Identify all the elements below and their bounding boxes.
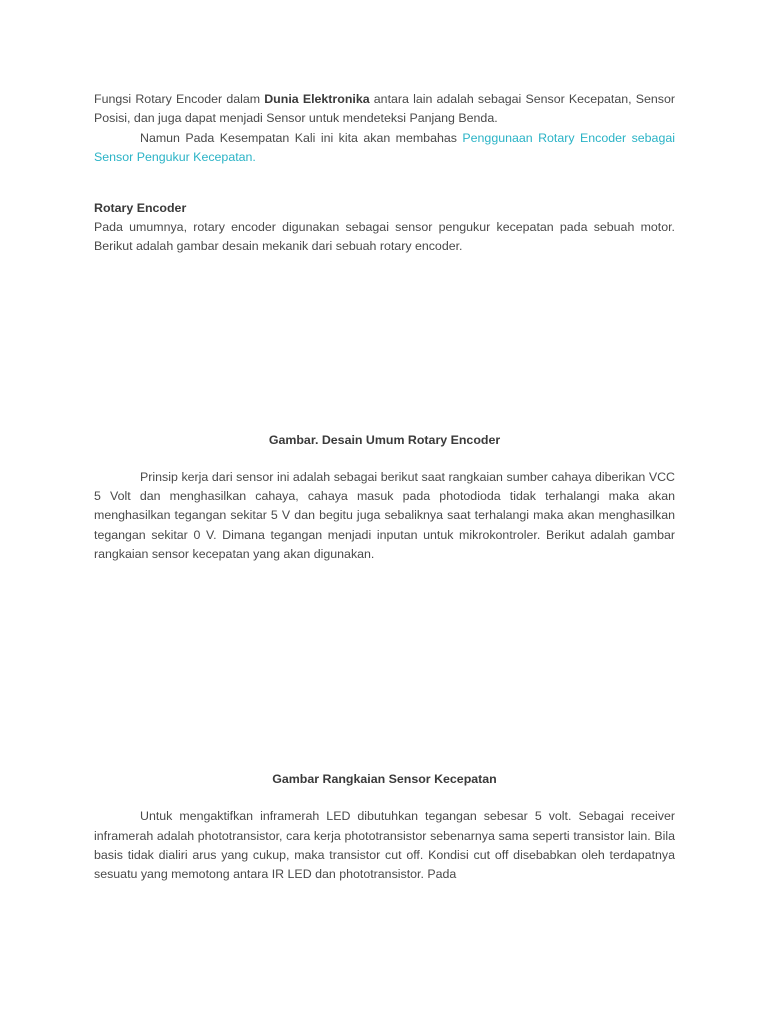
figure2-placeholder — [94, 564, 675, 770]
intro-text-end: antara lain adalah sebagai Sensor Kecepatan, Sensor Posisi, dan juga dapat menjadi Sensor untuk mendeteksi Panjang Benda. — [94, 92, 675, 126]
infrared-paragraph: Untuk mengaktifkan inframerah LED dibutuhkan tegangan sebesar 5 volt. Sebagai receiver inframerah adalah phototransistor, cara kerja phototransistor sebenarnya sama seperti transistor lain. Bila basis tidak dialiri arus yang cukup, maka transistor cut off. Kondisi cut off disebabkan oleh terdapatnya sesuatu yang memotong antara IR LED dan phototransistor. Pada — [94, 809, 675, 882]
intro-text-start: Fungsi Rotary Encoder dalam — [94, 92, 265, 106]
intro-bold-term: Dunia Elektronika — [264, 92, 370, 106]
figure1-caption: Gambar. Desain Umum Rotary Encoder — [268, 432, 501, 447]
topic-link[interactable]: Penggunaan Rotary Encoder sebagai Sensor Pengukur Kecepatan. — [94, 130, 675, 164]
figure1-placeholder — [94, 257, 675, 431]
document-page — [94, 90, 675, 884]
section-body: Pada umumnya, rotary encoder digunakan sebagai sensor pengukur kecepatan pada sebuah motor. Berikut adalah gambar desain mekanik dari sebuah rotary encoder. — [94, 220, 675, 254]
spacer — [94, 789, 675, 807]
figure2-caption: Gambar Rangkaian Sensor Kecepatan — [272, 772, 497, 787]
spacer — [94, 450, 675, 468]
section-heading: Rotary Encoder — [94, 201, 187, 216]
intro-second-paragraph — [94, 129, 675, 168]
principle-paragraph: Prinsip kerja dari sensor ini adalah sebagai berikut saat rangkaian sumber cahaya diberikan VCC 5 Volt dan menghasilkan cahaya, cahaya masuk pada photodioda tidak terhalangi maka akan menghasilkan tegangan sekitar 5 V dan begitu juga sebaliknya saat terhalangi maka akan menghasilkan tegangan sekitar 0 V. Dimana tegangan menjadi inputan untuk mikrokontroler. Berikut adalah gambar rangkaian sensor kecepatan yang akan digunakan. — [94, 469, 675, 561]
intro-line2-text: Namun Pada Kesempatan Kali ini kita akan membahas — [140, 130, 463, 145]
intro-paragraph — [94, 90, 675, 129]
